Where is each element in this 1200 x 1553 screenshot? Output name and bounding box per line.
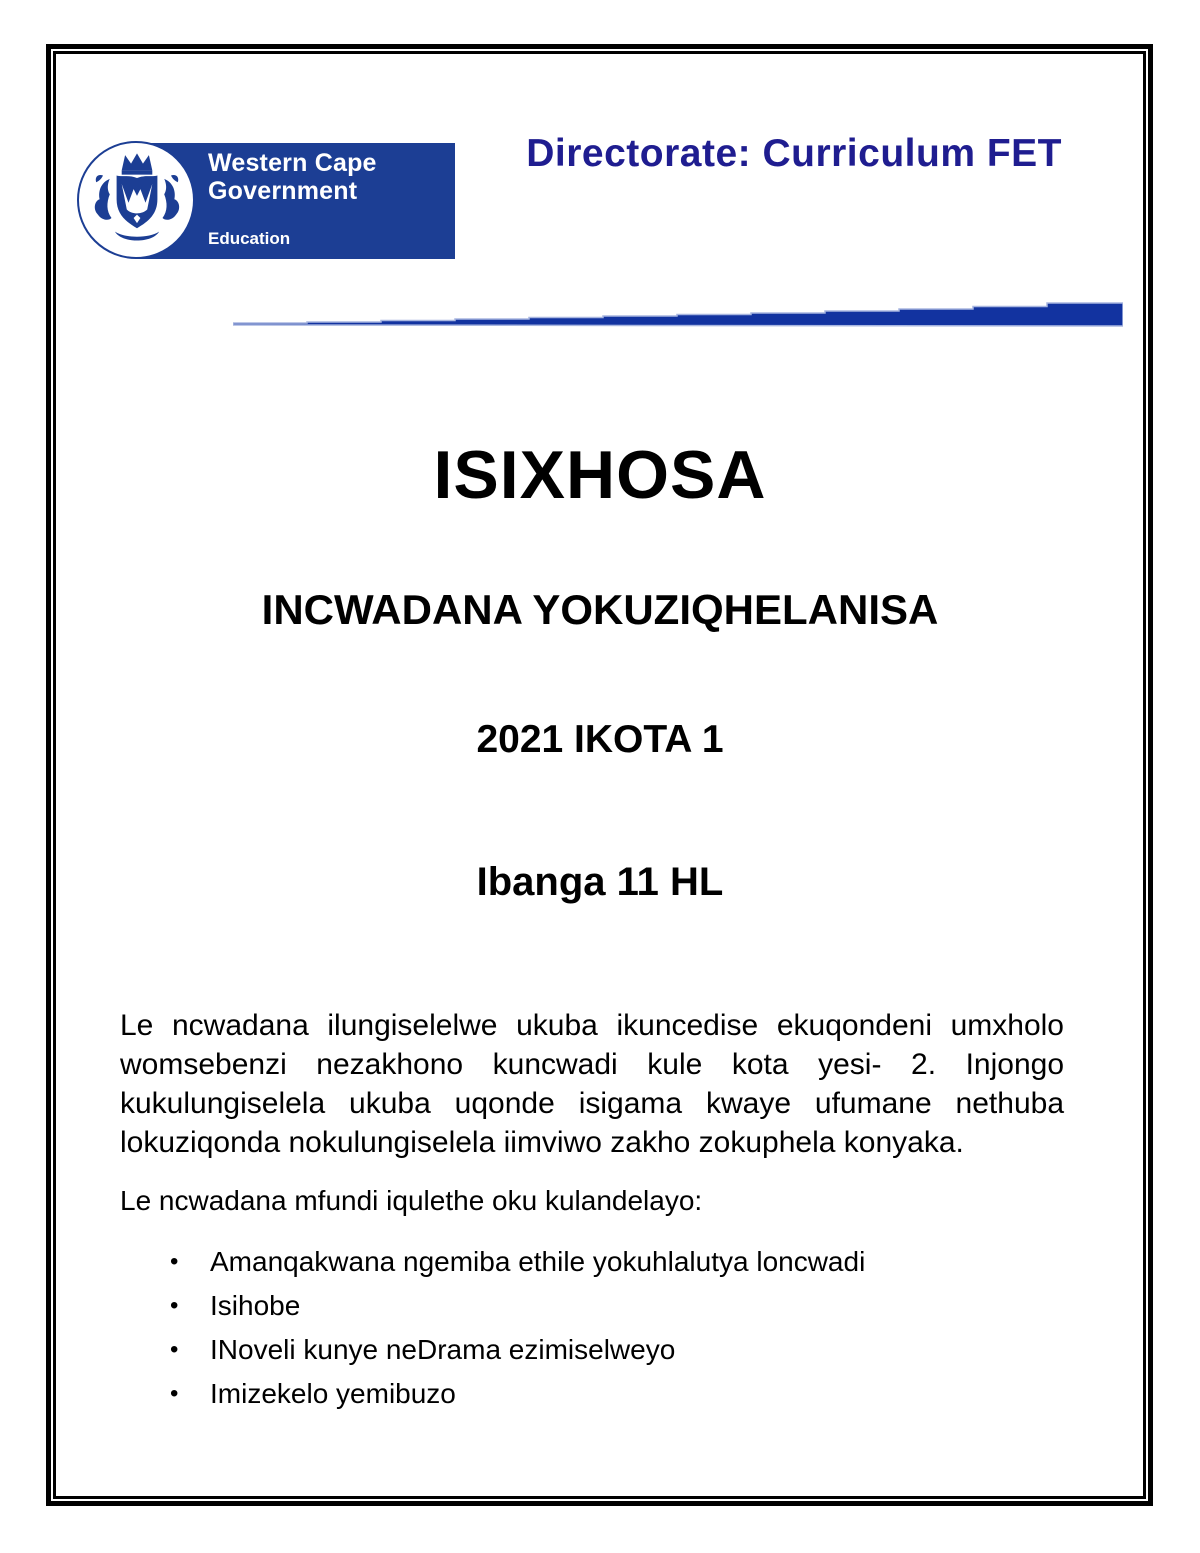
list-item-label: Isihobe (210, 1290, 301, 1321)
wcg-logo (77, 141, 457, 261)
bullet-icon: • (170, 1248, 179, 1275)
list-item (170, 1290, 1050, 1322)
contents-list (170, 1246, 1050, 1422)
list-item (170, 1246, 1050, 1278)
list-item-label: Amanqakwana ngemiba ethile yokuhlalutya loncwadi (210, 1246, 866, 1277)
coat-of-arms-icon (86, 149, 188, 253)
bullet-icon: • (170, 1292, 179, 1319)
directorate-heading: Directorate: Curriculum FET (526, 132, 1062, 175)
grade-heading: Ibanga 11 HL (476, 860, 724, 904)
list-item-label: Imizekelo yemibuzo (210, 1378, 456, 1409)
list-item-label: INoveli kunye neDrama ezimiselweyo (210, 1334, 676, 1365)
logo-text-block (208, 149, 377, 249)
logo-department: Education (208, 229, 291, 248)
bullet-icon: • (170, 1380, 179, 1407)
intro-paragraph: Le ncwadana ilungiselelwe ukuba ikuncedise ekuqondeni umxholo womsebenzi nezakhono kuncwadi kule kota yesi- 2. Injongo kukulungiselela ukuba uqonde isigama kwaye ufumane nethuba lokuziqonda nokulungiselela iimviwo zakho zokuphela konyaka. (120, 1009, 1064, 1159)
subject-title: ISIXHOSA (433, 437, 767, 513)
list-item (170, 1378, 1050, 1410)
contents-lead: Le ncwadana mfundi iqulethe oku kulandelayo: (120, 1185, 703, 1216)
list-item (170, 1334, 1050, 1366)
logo-org-line2: Government (208, 177, 358, 205)
logo-disc (77, 141, 195, 259)
booklet-subtitle: INCWADANA YOKUZIQHELANISA (261, 586, 939, 633)
bullet-icon: • (170, 1336, 179, 1363)
logo-org-line1: Western Cape (208, 149, 377, 177)
divider-swoosh (233, 299, 1123, 329)
term-heading: 2021 IKOTA 1 (476, 718, 724, 761)
